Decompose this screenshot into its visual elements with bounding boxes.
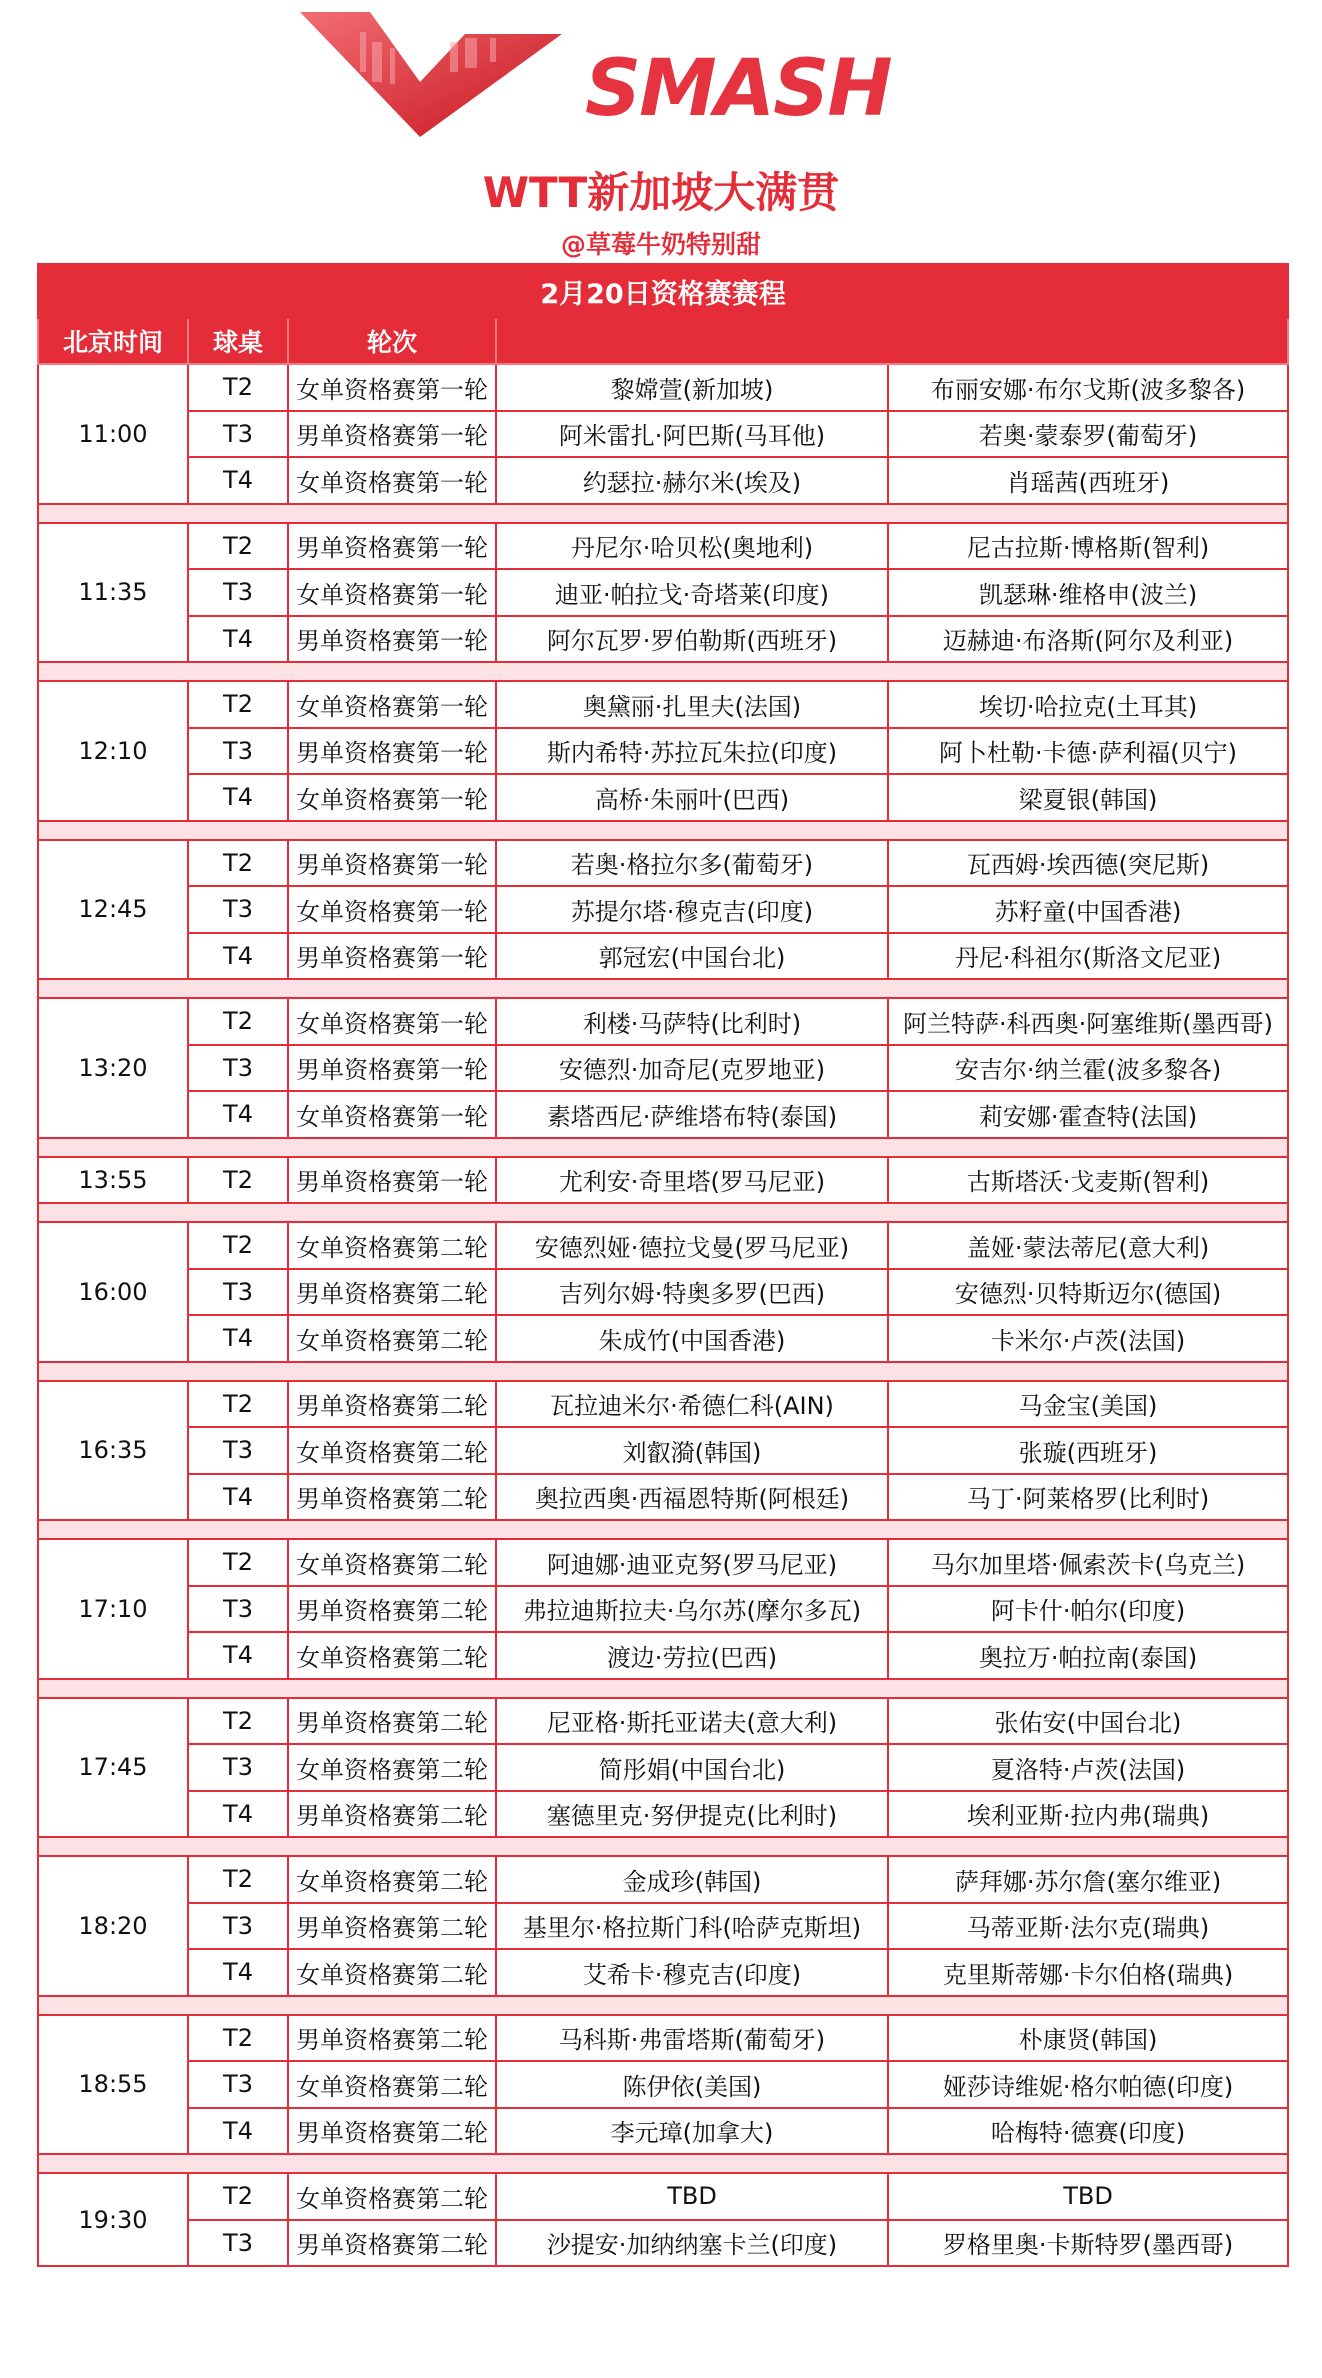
table-number: T3: [188, 2061, 288, 2108]
player-a: 艾希卡·穆克吉(印度): [496, 1949, 888, 1996]
round-name: 男单资格赛第二轮: [288, 2108, 496, 2155]
player-a: 郭冠宏(中国台北): [496, 933, 888, 980]
match-time: 12:45: [38, 840, 188, 980]
player-a: 尼亚格·斯托亚诺夫(意大利): [496, 1698, 888, 1745]
table-number: T2: [188, 1222, 288, 1269]
group-separator: [38, 1520, 1288, 1539]
table-row: [38, 411, 1288, 458]
round-name: 男单资格赛第一轮: [288, 523, 496, 570]
table-row: [38, 1091, 1288, 1138]
match-time: 19:30: [38, 2173, 188, 2266]
match-time: 11:00: [38, 364, 188, 504]
schedule-table: [37, 263, 1289, 2267]
table-number: T4: [188, 1949, 288, 1996]
player-b: 萨拜娜·苏尔詹(塞尔维亚): [888, 1856, 1288, 1903]
table-row: [38, 1045, 1288, 1092]
group-separator: [38, 504, 1288, 523]
separator-cell: [38, 979, 1288, 998]
separator-cell: [38, 662, 1288, 681]
player-b: 尼古拉斯·博格斯(智利): [888, 523, 1288, 570]
player-a: 若奥·格拉尔多(葡萄牙): [496, 840, 888, 887]
player-a: 塞德里克·努伊提克(比利时): [496, 1791, 888, 1838]
table-row: [38, 998, 1288, 1045]
separator-cell: [38, 1520, 1288, 1539]
table-row: [38, 840, 1288, 887]
round-name: 男单资格赛第二轮: [288, 1474, 496, 1521]
group-separator: [38, 1362, 1288, 1381]
player-a: 奥拉西奥·西福恩特斯(阿根廷): [496, 1474, 888, 1521]
table-number: T2: [188, 998, 288, 1045]
player-a: 高桥·朱丽叶(巴西): [496, 774, 888, 821]
group-separator: [38, 1837, 1288, 1856]
player-a: 约瑟拉·赫尔米(埃及): [496, 457, 888, 504]
round-name: 男单资格赛第二轮: [288, 1269, 496, 1316]
player-b: 丹尼·科祖尔(斯洛文尼亚): [888, 933, 1288, 980]
player-a: 马科斯·弗雷塔斯(葡萄牙): [496, 2015, 888, 2062]
player-b: 埃利亚斯·拉内弗(瑞典): [888, 1791, 1288, 1838]
table-number: T3: [188, 1045, 288, 1092]
table-row: [38, 1949, 1288, 1996]
round-name: 女单资格赛第二轮: [288, 2061, 496, 2108]
header-row: [38, 318, 1288, 364]
table-number: T2: [188, 364, 288, 411]
group-separator: [38, 1996, 1288, 2015]
match-time: 11:35: [38, 523, 188, 663]
player-b: 马丁·阿莱格罗(比利时): [888, 1474, 1288, 1521]
player-b: 张佑安(中国台北): [888, 1698, 1288, 1745]
table-number: T4: [188, 1315, 288, 1362]
table-number: T2: [188, 1381, 288, 1428]
player-a: 瓦拉迪米尔·希德仁科(AIN): [496, 1381, 888, 1428]
round-name: 女单资格赛第一轮: [288, 774, 496, 821]
table-number: T3: [188, 728, 288, 775]
table-number: T4: [188, 1791, 288, 1838]
table-row: [38, 1315, 1288, 1362]
player-b: 若奥·蒙泰罗(葡萄牙): [888, 411, 1288, 458]
round-name: 男单资格赛第二轮: [288, 1698, 496, 1745]
table-row: [38, 523, 1288, 570]
table-row: [38, 886, 1288, 933]
table-number: T3: [188, 1586, 288, 1633]
table-number: T3: [188, 1903, 288, 1950]
separator-cell: [38, 821, 1288, 840]
table-number: T3: [188, 1269, 288, 1316]
player-b: 埃切·哈拉克(土耳其): [888, 681, 1288, 728]
table-number: T3: [188, 569, 288, 616]
round-name: 女单资格赛第一轮: [288, 998, 496, 1045]
round-name: 女单资格赛第二轮: [288, 1222, 496, 1269]
table-row: [38, 364, 1288, 411]
group-separator: [38, 821, 1288, 840]
table-number: T4: [188, 774, 288, 821]
player-a: 基里尔·格拉斯门科(哈萨克斯坦): [496, 1903, 888, 1950]
round-name: 女单资格赛第二轮: [288, 1539, 496, 1586]
match-time: 12:10: [38, 681, 188, 821]
group-separator: [38, 1138, 1288, 1157]
round-name: 女单资格赛第一轮: [288, 1091, 496, 1138]
separator-cell: [38, 1138, 1288, 1157]
banner-row: [38, 264, 1288, 318]
player-b: 肖瑶茜(西班牙): [888, 457, 1288, 504]
schedule-banner: 2月20日资格赛赛程: [38, 264, 1288, 318]
table-number: T4: [188, 616, 288, 663]
col-header-table: 球桌: [188, 318, 288, 364]
table-row: [38, 1269, 1288, 1316]
player-a: 陈伊依(美国): [496, 2061, 888, 2108]
table-row: [38, 774, 1288, 821]
player-b: 梁夏银(韩国): [888, 774, 1288, 821]
match-time: 17:45: [38, 1698, 188, 1838]
match-time: 18:55: [38, 2015, 188, 2155]
round-name: 女单资格赛第二轮: [288, 1315, 496, 1362]
match-time: 16:00: [38, 1222, 188, 1362]
player-a: 安德烈·加奇尼(克罗地亚): [496, 1045, 888, 1092]
table-number: T3: [188, 411, 288, 458]
player-a: 沙提安·加纳纳塞卡兰(印度): [496, 2220, 888, 2267]
player-b: 马金宝(美国): [888, 1381, 1288, 1428]
separator-cell: [38, 1996, 1288, 2015]
player-b: 阿卡什·帕尔(印度): [888, 1586, 1288, 1633]
table-number: T4: [188, 457, 288, 504]
player-b: 张璇(西班牙): [888, 1427, 1288, 1474]
table-number: T4: [188, 1474, 288, 1521]
table-row: [38, 457, 1288, 504]
col-header-round: 轮次: [288, 318, 496, 364]
player-a: 弗拉迪斯拉夫·乌尔苏(摩尔多瓦): [496, 1586, 888, 1633]
table-number: T2: [188, 1856, 288, 1903]
separator-cell: [38, 1679, 1288, 1698]
match-time: 16:35: [38, 1381, 188, 1521]
table-row: [38, 616, 1288, 663]
player-a: 迪亚·帕拉戈·奇塔莱(印度): [496, 569, 888, 616]
round-name: 女单资格赛第二轮: [288, 1856, 496, 1903]
table-row: [38, 1427, 1288, 1474]
player-a: 简彤娟(中国台北): [496, 1744, 888, 1791]
player-a: 吉列尔姆·特奥多罗(巴西): [496, 1269, 888, 1316]
table-row: [38, 1698, 1288, 1745]
player-b: 马蒂亚斯·法尔克(瑞典): [888, 1903, 1288, 1950]
player-a: 渡边·劳拉(巴西): [496, 1632, 888, 1679]
round-name: 女单资格赛第一轮: [288, 681, 496, 728]
table-number: T4: [188, 1632, 288, 1679]
table-number: T2: [188, 2173, 288, 2220]
player-a: 斯内希特·苏拉瓦朱拉(印度): [496, 728, 888, 775]
player-b: 卡米尔·卢茨(法国): [888, 1315, 1288, 1362]
table-row: [38, 2015, 1288, 2062]
player-a: 金成珍(韩国): [496, 1856, 888, 1903]
match-time: 13:20: [38, 998, 188, 1138]
table-row: [38, 2061, 1288, 2108]
player-a: 利楼·马萨特(比利时): [496, 998, 888, 1045]
round-name: 男单资格赛第二轮: [288, 1791, 496, 1838]
table-row: [38, 1744, 1288, 1791]
table-number: T4: [188, 933, 288, 980]
round-name: 男单资格赛第二轮: [288, 1903, 496, 1950]
player-b: 苏籽童(中国香港): [888, 886, 1288, 933]
table-row: [38, 728, 1288, 775]
round-name: 男单资格赛第一轮: [288, 616, 496, 663]
separator-cell: [38, 2154, 1288, 2173]
player-b: 安德烈·贝特斯迈尔(德国): [888, 1269, 1288, 1316]
table-row: [38, 681, 1288, 728]
round-name: 男单资格赛第一轮: [288, 1045, 496, 1092]
separator-cell: [38, 1362, 1288, 1381]
separator-cell: [38, 1203, 1288, 1222]
player-b: 克里斯蒂娜·卡尔伯格(瑞典): [888, 1949, 1288, 1996]
player-b: 哈梅特·德赛(印度): [888, 2108, 1288, 2155]
round-name: 男单资格赛第一轮: [288, 411, 496, 458]
player-a: 安德烈娅·德拉戈曼(罗马尼亚): [496, 1222, 888, 1269]
player-b: 奥拉万·帕拉南(泰国): [888, 1632, 1288, 1679]
player-a: 朱成竹(中国香港): [496, 1315, 888, 1362]
round-name: 男单资格赛第二轮: [288, 2220, 496, 2267]
player-b: 迈赫迪·布洛斯(阿尔及利亚): [888, 616, 1288, 663]
group-separator: [38, 662, 1288, 681]
table-row: [38, 1157, 1288, 1204]
player-a: 苏提尔塔·穆克吉(印度): [496, 886, 888, 933]
player-a: 奥黛丽·扎里夫(法国): [496, 681, 888, 728]
table-row: [38, 1632, 1288, 1679]
table-row: [38, 2220, 1288, 2267]
group-separator: [38, 979, 1288, 998]
player-a: 丹尼尔·哈贝松(奥地利): [496, 523, 888, 570]
player-a: 阿米雷扎·阿巴斯(马耳他): [496, 411, 888, 458]
table-row: [38, 569, 1288, 616]
col-header-players: [496, 318, 1288, 364]
player-b: 娅莎诗维妮·格尔帕德(印度): [888, 2061, 1288, 2108]
table-number: T2: [188, 681, 288, 728]
col-header-time: 北京时间: [38, 318, 188, 364]
table-row: [38, 1903, 1288, 1950]
round-name: 女单资格赛第一轮: [288, 569, 496, 616]
table-number: T2: [188, 1157, 288, 1204]
table-row: [38, 1856, 1288, 1903]
round-name: 女单资格赛第二轮: [288, 2173, 496, 2220]
round-name: 女单资格赛第二轮: [288, 1949, 496, 1996]
table-number: T4: [188, 2108, 288, 2155]
player-a: 尤利安·奇里塔(罗马尼亚): [496, 1157, 888, 1204]
player-a: 刘叡漪(韩国): [496, 1427, 888, 1474]
round-name: 男单资格赛第二轮: [288, 2015, 496, 2062]
round-name: 男单资格赛第二轮: [288, 1586, 496, 1633]
player-b: TBD: [888, 2173, 1288, 2220]
table-row: [38, 2173, 1288, 2220]
match-time: 18:20: [38, 1856, 188, 1996]
round-name: 女单资格赛第二轮: [288, 1427, 496, 1474]
table-row: [38, 933, 1288, 980]
round-name: 女单资格赛第二轮: [288, 1632, 496, 1679]
player-b: 莉安娜·霍查特(法国): [888, 1091, 1288, 1138]
table-row: [38, 1222, 1288, 1269]
player-b: 瓦西姆·埃西德(突尼斯): [888, 840, 1288, 887]
player-b: 古斯塔沃·戈麦斯(智利): [888, 1157, 1288, 1204]
table-row: [38, 1474, 1288, 1521]
player-a: 阿尔瓦罗·罗伯勒斯(西班牙): [496, 616, 888, 663]
player-a: 黎嫦萱(新加坡): [496, 364, 888, 411]
round-name: 女单资格赛第一轮: [288, 364, 496, 411]
player-b: 阿卜杜勒·卡德·萨利福(贝宁): [888, 728, 1288, 775]
table-number: T2: [188, 1698, 288, 1745]
group-separator: [38, 2154, 1288, 2173]
match-time: 13:55: [38, 1157, 188, 1204]
player-a: 素塔西尼·萨维塔布特(泰国): [496, 1091, 888, 1138]
table-row: [38, 2108, 1288, 2155]
round-name: 男单资格赛第一轮: [288, 1157, 496, 1204]
player-a: TBD: [496, 2173, 888, 2220]
table-row: [38, 1539, 1288, 1586]
group-separator: [38, 1203, 1288, 1222]
table-number: T2: [188, 523, 288, 570]
player-b: 马尔加里塔·佩索茨卡(乌克兰): [888, 1539, 1288, 1586]
round-name: 女单资格赛第一轮: [288, 457, 496, 504]
player-a: 阿迪娜·迪亚克努(罗马尼亚): [496, 1539, 888, 1586]
separator-cell: [38, 1837, 1288, 1856]
round-name: 女单资格赛第二轮: [288, 1744, 496, 1791]
player-b: 夏洛特·卢茨(法国): [888, 1744, 1288, 1791]
player-b: 阿兰特萨·科西奥·阿塞维斯(墨西哥): [888, 998, 1288, 1045]
round-name: 男单资格赛第二轮: [288, 1381, 496, 1428]
table-row: [38, 1791, 1288, 1838]
player-b: 盖娅·蒙法蒂尼(意大利): [888, 1222, 1288, 1269]
logo-text: SMASH: [585, 44, 891, 134]
table-number: T3: [188, 2220, 288, 2267]
player-b: 安吉尔·纳兰霍(波多黎各): [888, 1045, 1288, 1092]
table-number: T2: [188, 840, 288, 887]
round-name: 男单资格赛第一轮: [288, 933, 496, 980]
player-b: 布丽安娜·布尔戈斯(波多黎各): [888, 364, 1288, 411]
round-name: 女单资格赛第一轮: [288, 886, 496, 933]
table-number: T2: [188, 1539, 288, 1586]
table-row: [38, 1586, 1288, 1633]
table-number: T4: [188, 1091, 288, 1138]
table-number: T3: [188, 1744, 288, 1791]
author-handle: @草莓牛奶特别甜: [560, 230, 761, 259]
player-b: 凯瑟琳·维格申(波兰): [888, 569, 1288, 616]
page-title: WTT新加坡大满贯: [482, 168, 840, 217]
separator-cell: [38, 504, 1288, 523]
group-separator: [38, 1679, 1288, 1698]
player-a: 李元璋(加拿大): [496, 2108, 888, 2155]
table-number: T2: [188, 2015, 288, 2062]
round-name: 男单资格赛第一轮: [288, 728, 496, 775]
match-time: 17:10: [38, 1539, 188, 1679]
table-number: T3: [188, 886, 288, 933]
round-name: 男单资格赛第一轮: [288, 840, 496, 887]
table-row: [38, 1381, 1288, 1428]
player-b: 朴康贤(韩国): [888, 2015, 1288, 2062]
table-number: T3: [188, 1427, 288, 1474]
player-b: 罗格里奥·卡斯特罗(墨西哥): [888, 2220, 1288, 2267]
